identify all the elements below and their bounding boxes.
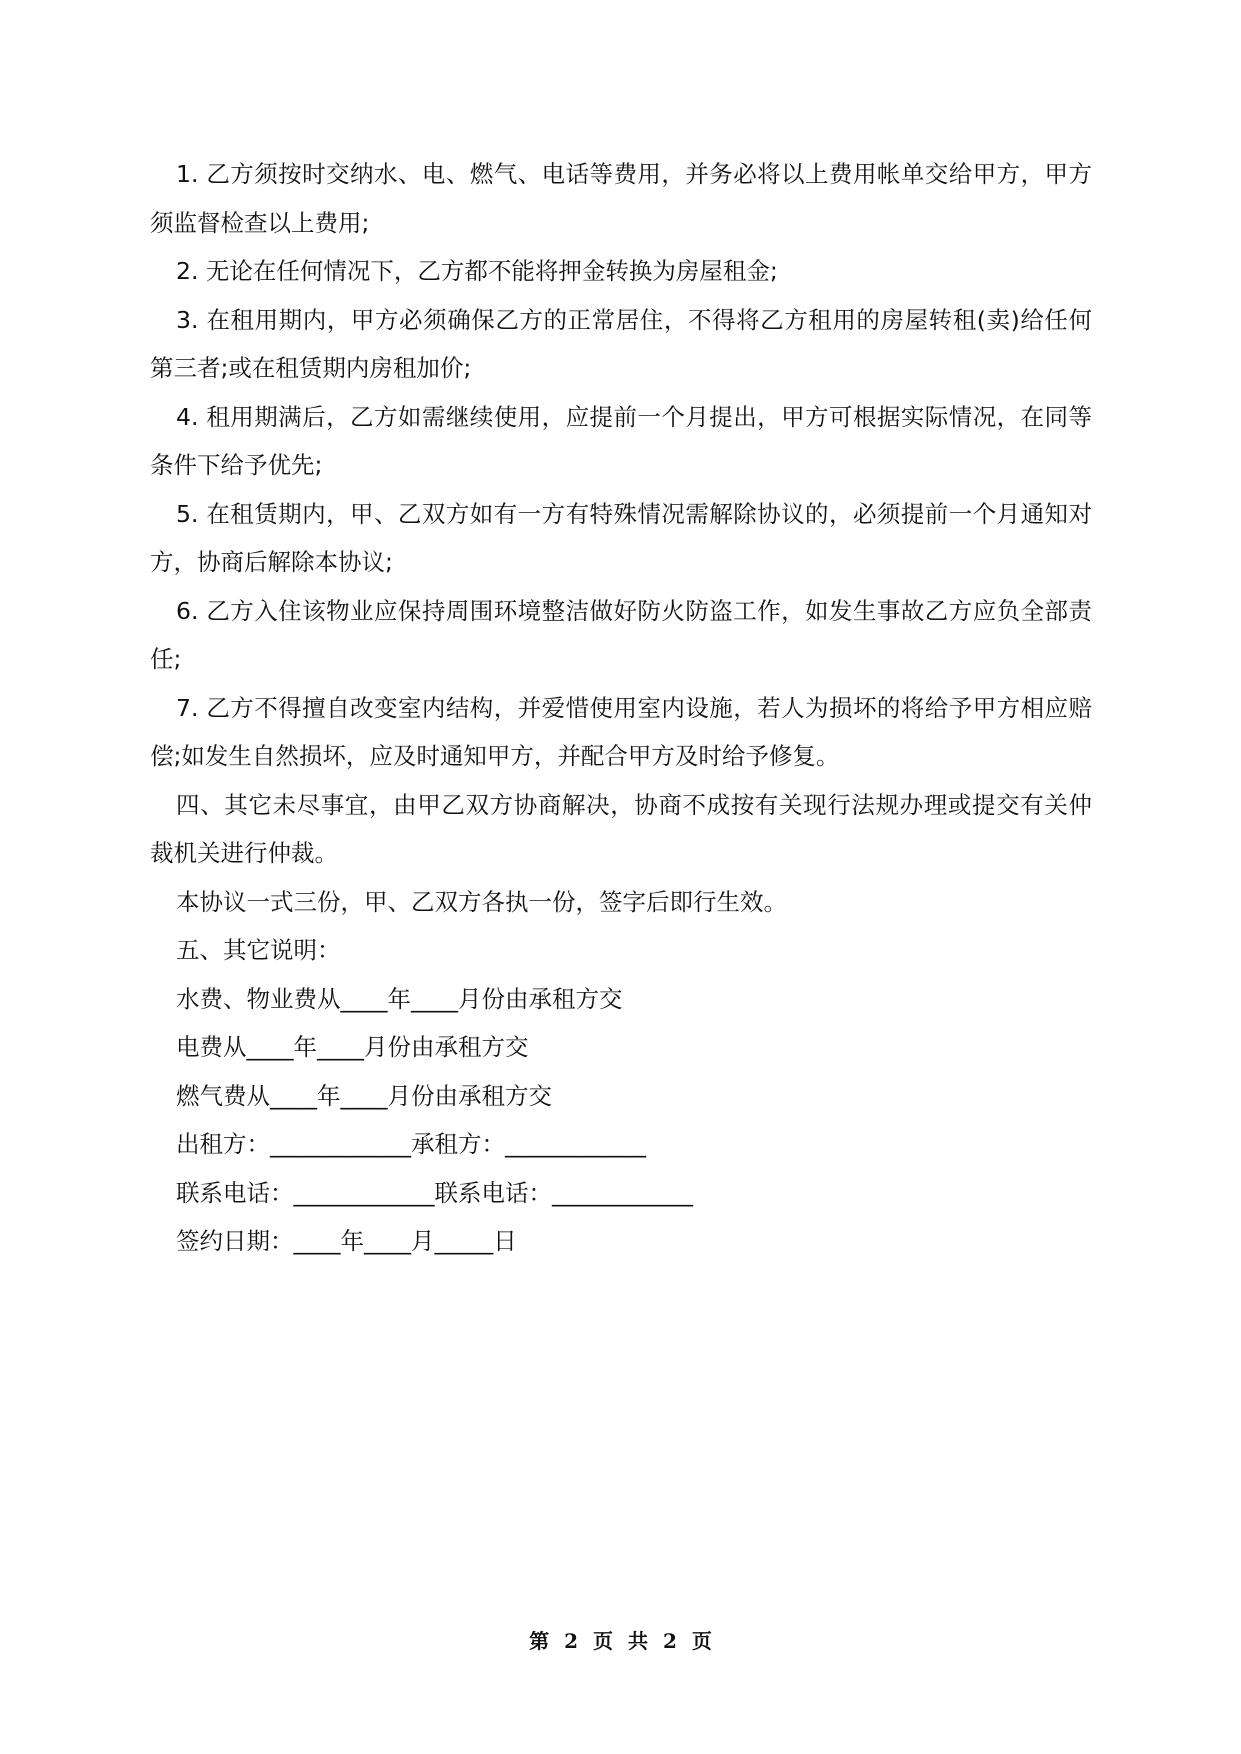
document-body [150,150,1092,1266]
copies-statement: 本协议一式三份，甲、乙双方各执一份，签字后即行生效。 [176,887,787,916]
clause-3: 3. 在租用期内，甲方必须确保乙方的正常居住，不得将乙方租用的房屋转租(卖)给任何第三者;或在租赁期内房租加价; [150,305,1092,382]
clause-4: 4. 租用期满后，乙方如需继续使用，应提前一个月提出，甲方可根据实际情况，在同等条件下给予优先; [150,402,1092,479]
signing-date-line: 签约日期：____年____月_____日 [176,1227,517,1255]
clause-1: 1. 乙方须按时交纳水、电、燃气、电话等费用，并务必将以上费用帐单交给甲方，甲方须监督检查以上费用; [150,160,1092,237]
section-five-heading: 五、其它说明： [176,936,341,964]
clause-6: 6. 乙方入住该物业应保持周围环境整洁做好防火防盗工作，如发生事故乙方应负全部责任; [150,596,1092,673]
section-four: 四、其它未尽事宜，由甲乙双方协商解决，协商不成按有关现行法规办理或提交有关仲裁机关进行仲裁。 [150,790,1092,867]
clause-5: 5. 在租赁期内，甲、乙双方如有一方有特殊情况需解除协议的，必须提前一个月通知对方，协商后解除本协议; [150,499,1092,576]
electric-fee-line: 电费从____年____月份由承租方交 [176,1033,529,1061]
gas-fee-line: 燃气费从____年____月份由承租方交 [176,1081,552,1110]
water-fee-line: 水费、物业费从____年____月份由承租方交 [176,984,623,1013]
parties-signature-line: 出租方：____________承租方：____________ [176,1130,646,1158]
page-number: 第 2 页 共 2 页 [529,1629,712,1653]
clause-2: 2. 无论在任何情况下，乙方都不能将押金转换为房屋租金; [176,257,778,285]
clause-7: 7. 乙方不得擅自改变室内结构，并爱惜使用室内设施，若人为损坏的将给予甲方相应赔偿;如发生自然损坏，应及时通知甲方，并配合甲方及时给予修复。 [150,693,1092,770]
contact-phone-line: 联系电话：____________联系电话：____________ [176,1178,693,1207]
